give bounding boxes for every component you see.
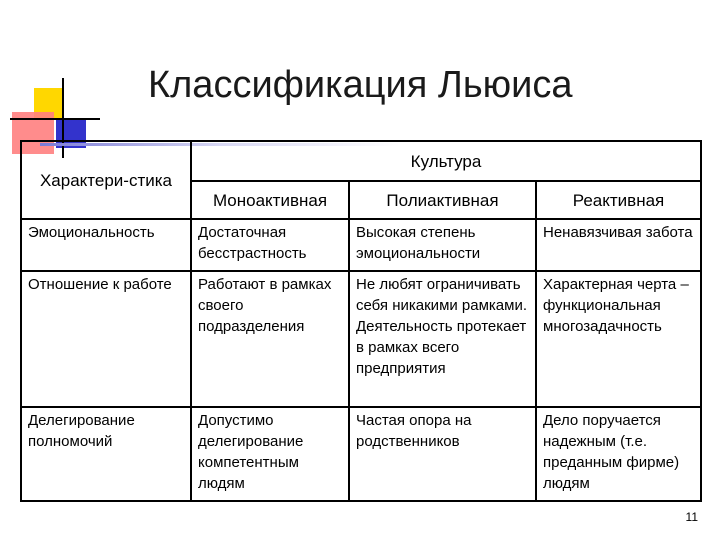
table-cell: Высокая степень эмоциональности [349,219,536,271]
table-cell: Допустимо делегирование компетентным людям [191,407,349,501]
table-header-row [21,141,701,181]
table-cell: Характерная черта – функциональная многозадачность [536,271,701,407]
slide-title: Классификация Льюиса [148,64,573,106]
table-row [21,219,701,271]
row-label: Отношение к работе [21,271,191,407]
column-header-reactive: Реактивная [536,181,701,219]
characteristic-header: Характери-стика [21,141,191,219]
table-cell: Не любят ограничивать себя никакими рамками. Деятельность протекает в рамках всего предприятия [349,271,536,407]
table-cell: Частая опора на родственников [349,407,536,501]
column-header-monoactive: Моноактивная [191,181,349,219]
table-cell: Дело поручается надежным (т.е. преданным фирме) людям [536,407,701,501]
table-row [21,271,701,407]
classification-table [20,140,702,502]
table-cell: Достаточная бесстрастность [191,219,349,271]
column-header-polyactive: Полиактивная [349,181,536,219]
row-label: Делегирование полномочий [21,407,191,501]
table-cell: Работают в рамках своего подразделения [191,271,349,407]
table-row [21,407,701,501]
page-number: 11 [685,510,698,524]
culture-header: Культура [191,141,701,181]
table-cell: Ненавязчивая забота [536,219,701,271]
row-label: Эмоциональность [21,219,191,271]
